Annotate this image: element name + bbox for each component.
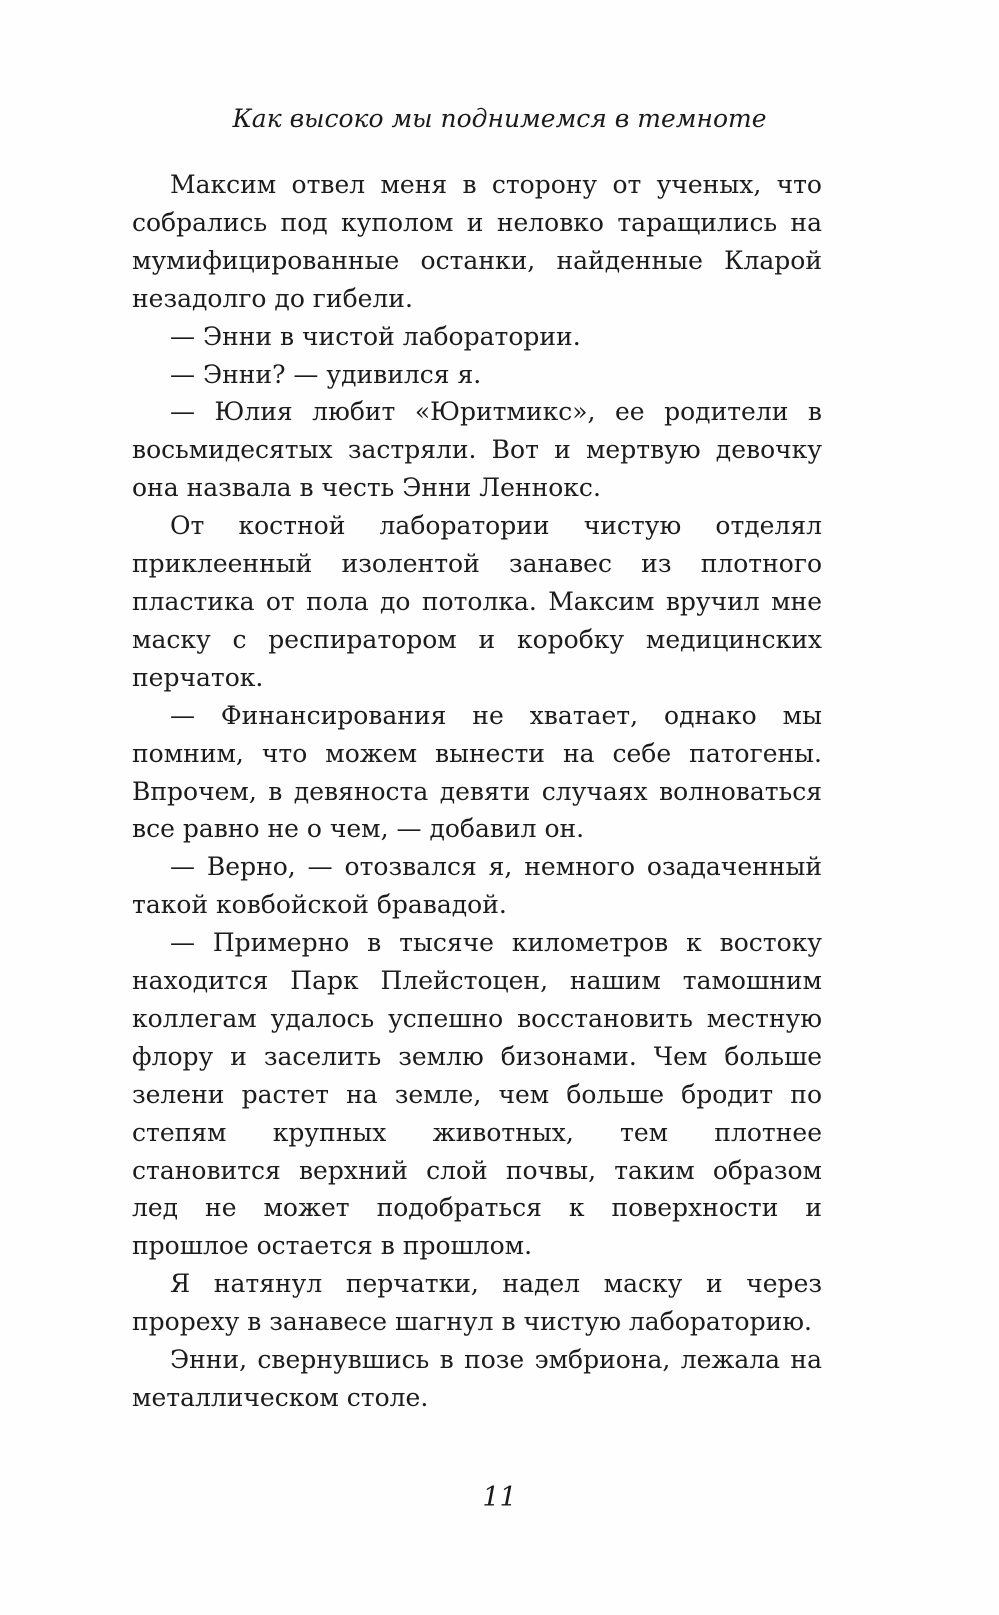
paragraph: От костной лаборатории чистую отделял приклеенный изолентой занавес из плотного пластика от пола до потолка. Максим вручил мне маску с респиратором и коробку медицинских перчаток.	[132, 511, 822, 692]
page-number: 11	[482, 1482, 517, 1513]
paragraph: Энни, свернувшись в позе эмбриона, лежала на металлическом столе.	[132, 1345, 822, 1412]
paragraph: Максим отвел меня в сторону от ученых, что собрались под куполом и неловко таращились на мумифицированные останки, найденные Кларой незадолго до гибели.	[132, 170, 822, 313]
paragraph: Я натянул перчатки, надел маску и через прореху в занавесе шагнул в чистую лабораторию.	[132, 1269, 822, 1337]
body-text	[132, 166, 822, 1417]
paragraph: — Верно, — отозвался я, немного озадаченный такой ковбойской бравадой.	[132, 852, 822, 920]
running-header: Как высоко мы поднимемся в темноте	[232, 104, 767, 133]
paragraph: — Энни? — удивился я.	[170, 359, 482, 389]
paragraph: — Примерно в тысяче километров к востоку находится Парк Плейстоцен, нашим тамошним коллегам удалось успешно восстановить местную флору и заселить землю бизонами. Чем больше зелени растет на земле, чем больше бродит по степям крупных животных, тем плотнее становится верхний слой почвы, таким образом лед не может подобраться к поверхности и прошлое остается в прошлом.	[132, 928, 822, 1261]
paragraph: — Энни в чистой лаборатории.	[170, 321, 581, 351]
paragraph: — Юлия любит «Юритмикс», ее родители в восьмидесятых застряли. Вот и мертвую девочку она назвала в честь Энни Леннокс.	[132, 397, 822, 503]
paragraph: — Финансирования не хватает, однако мы помним, что можем вынести на себе патогены. Впрочем, в девяноста девяти случаях волноваться все равно не о чем, — добавил он.	[132, 700, 822, 844]
